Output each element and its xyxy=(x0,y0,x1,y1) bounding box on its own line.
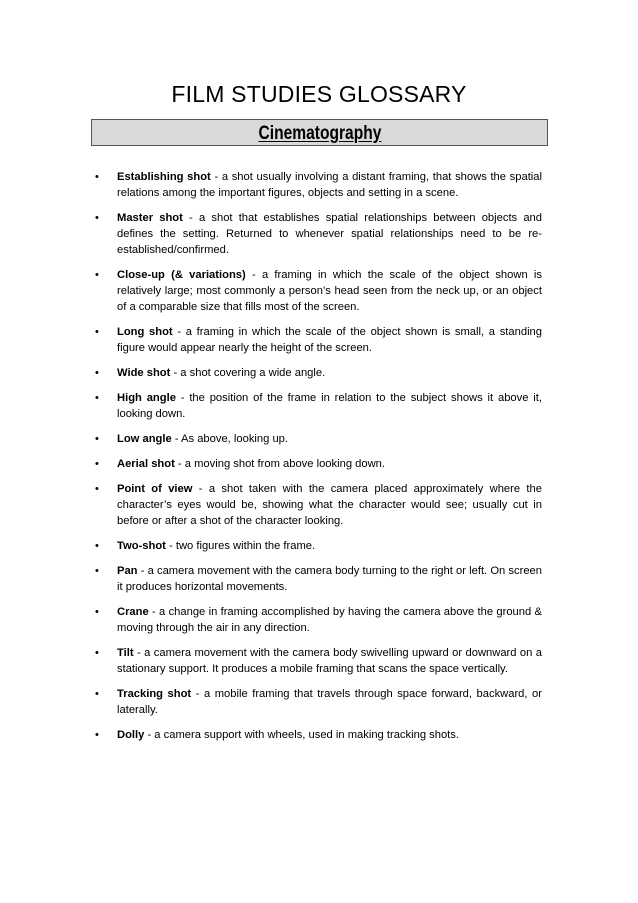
glossary-entry xyxy=(0,267,638,315)
bullet-icon: • xyxy=(95,392,99,404)
glossary-definition: - a mobile framing that travels through space forward, backward, or laterally. xyxy=(117,688,542,716)
glossary-definition: - a shot covering a wide angle. xyxy=(170,367,326,379)
glossary-entry xyxy=(0,538,638,554)
glossary-term: Point of view xyxy=(117,483,193,495)
glossary-definition: - the position of the frame in relation to the subject shows it above it, looking down. xyxy=(117,392,542,420)
glossary-term: Low angle xyxy=(117,433,172,445)
glossary-term: Pan xyxy=(117,565,138,577)
bullet-icon: • xyxy=(95,647,99,659)
glossary-definition: - a framing in which the scale of the object shown is relatively large; most commonly a person’s head seen from the neck up, or an object of a comparable size that fills most of the screen. xyxy=(117,269,542,313)
glossary-list xyxy=(0,169,638,752)
glossary-entry xyxy=(0,563,638,595)
glossary-entry xyxy=(0,431,638,447)
glossary-term: Long shot xyxy=(117,326,173,338)
document-title: FILM STUDIES GLOSSARY xyxy=(171,81,467,107)
bullet-icon: • xyxy=(95,540,99,552)
glossary-term: Two-shot xyxy=(117,540,166,552)
glossary-entry xyxy=(0,324,638,356)
glossary-definition: - a shot that establishes spatial relationships between objects and defines the setting. Returned to whenever spatial relationships need to be re-established/confirmed. xyxy=(117,212,542,256)
glossary-term: Dolly xyxy=(117,729,145,741)
glossary-term: Tilt xyxy=(117,647,134,659)
glossary-definition: - a camera support with wheels, used in making tracking shots. xyxy=(144,729,459,741)
glossary-entry xyxy=(0,645,638,677)
bullet-icon: • xyxy=(95,326,99,338)
bullet-icon: • xyxy=(95,367,99,379)
glossary-entry xyxy=(0,390,638,422)
bullet-icon: • xyxy=(95,458,99,470)
bullet-icon: • xyxy=(95,433,99,445)
glossary-term: Establishing shot xyxy=(117,171,211,183)
glossary-entry xyxy=(0,365,638,381)
glossary-definition: - two figures within the frame. xyxy=(165,540,316,552)
glossary-term: Crane xyxy=(117,606,149,618)
section-header-bar xyxy=(91,119,548,146)
glossary-term: Master shot xyxy=(117,212,183,224)
bullet-icon: • xyxy=(95,729,99,741)
glossary-definition: - a change in framing accomplished by having the camera above the ground & moving through the air in any direction. xyxy=(117,606,542,634)
bullet-icon: • xyxy=(95,483,99,495)
bullet-icon: • xyxy=(95,269,99,281)
glossary-definition: - a shot usually involving a distant framing, that shows the spatial relations among the important figures, objects and setting in a scene. xyxy=(117,171,542,199)
glossary-definition: - a moving shot from above looking down. xyxy=(174,458,386,470)
glossary-term: Wide shot xyxy=(117,367,171,379)
bullet-icon: • xyxy=(95,212,99,224)
glossary-entry xyxy=(0,169,638,201)
section-title: Cinematography xyxy=(258,123,381,144)
glossary-entry xyxy=(0,686,638,718)
glossary-term: High angle xyxy=(117,392,176,404)
bullet-icon: • xyxy=(95,606,99,618)
bullet-icon: • xyxy=(95,565,99,577)
glossary-definition: - a shot taken with the camera placed approximately where the character’s eyes would be, showing what the character would see; usually cut in before or after a shot of the character looking. xyxy=(117,483,542,527)
glossary-definition: - As above, looking up. xyxy=(171,433,289,445)
glossary-entry xyxy=(0,481,638,529)
glossary-definition: - a camera movement with the camera body swivelling upward or downward on a stationary support. It produces a mobile framing that scans the space vertically. xyxy=(117,647,542,675)
glossary-entry xyxy=(0,727,638,743)
glossary-entry xyxy=(0,210,638,258)
glossary-entry xyxy=(0,604,638,636)
bullet-icon: • xyxy=(95,171,99,183)
glossary-definition: - a framing in which the scale of the object shown is small, a standing figure would appear nearly the height of the screen. xyxy=(117,326,542,354)
glossary-term: Aerial shot xyxy=(117,458,175,470)
glossary-term: Close-up (& variations) xyxy=(117,269,246,281)
glossary-term: Tracking shot xyxy=(117,688,192,700)
glossary-entry xyxy=(0,456,638,472)
glossary-definition: - a camera movement with the camera body turning to the right or left. On screen it produces horizontal movements. xyxy=(117,565,542,593)
bullet-icon: • xyxy=(95,688,99,700)
